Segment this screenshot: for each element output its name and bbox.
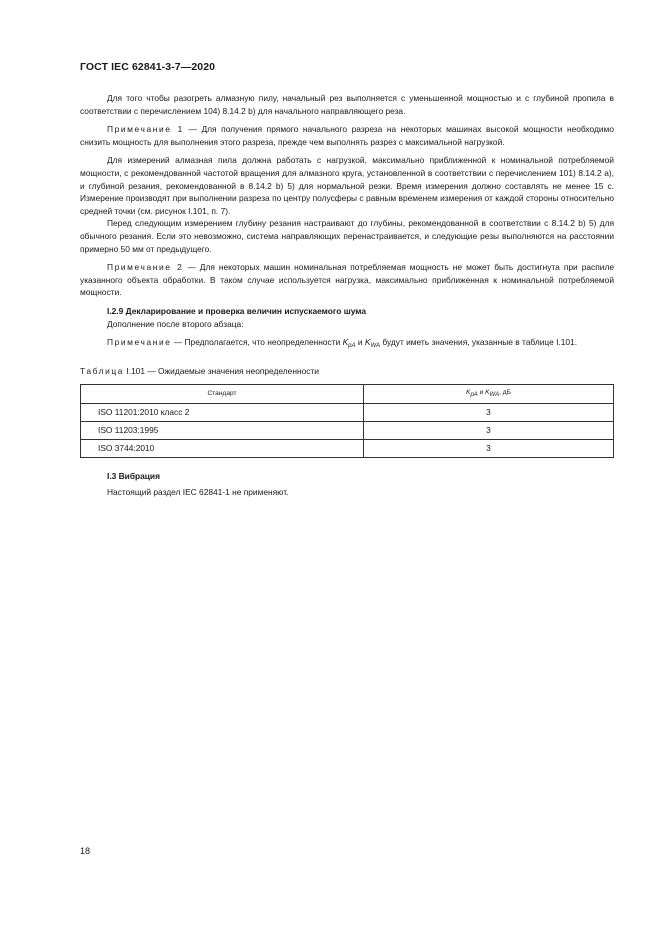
- section-i29-lead: Дополнение после второго абзаца:: [107, 318, 244, 329]
- table-header-uncertainty: [364, 385, 614, 404]
- symbol-k-pa-letter: K: [342, 337, 349, 348]
- symbol-k-wa-letter: K: [364, 337, 371, 348]
- paragraph-warmup: Для того чтобы разогреть алмазную пилу, начальный рез выполняется с уменьшенной мощностью и с глубиной пропила в соответствии с перечислением 104) 8.14.2 b) для начального направляющего реза.: [80, 93, 614, 116]
- paragraph-measurement: Для измерений алмазная пила должна работать с нагрузкой, максимально приближенной к номинальной потребляемой мощности, с рекомендованной частотой вращения для алмазного круга, установленной в соответствии с перечислением 101) 8.14.2 a), и глубиной резания, рекомендованной в 8.14.2 b) 5) для нормальной резки. Время измерения должно составлять не менее 15 с. Измерение производят при выполнении разреза по центру полусферы с равным временем измерения от каждой стороны относительно средней точки (см. рисунок I.101, п. 7).: [80, 155, 614, 216]
- note-1: [80, 123, 614, 148]
- document-body: [80, 92, 614, 504]
- table-cell-value: 3: [364, 404, 614, 422]
- symbol-k-pa-sub: pA: [348, 343, 356, 350]
- note-2-label: Примечание 2: [107, 262, 184, 273]
- table-header-standard: Стандарт: [81, 385, 364, 404]
- note-2: [80, 261, 614, 299]
- note-1-text: — Для получения прямого начального разреза на некоторых машинах высокой мощности необходимо снизить мощность для выполнения этого разреза, прежде чем выполнять разрез с максимальной нагрузкой.: [80, 124, 614, 147]
- note-uncertainty-and: и: [355, 337, 365, 348]
- page-number: 18: [80, 846, 91, 856]
- table-caption-label: Таблица: [80, 365, 125, 376]
- header-k-pa: K: [466, 388, 471, 396]
- table-row: [81, 440, 614, 458]
- table-caption: [80, 365, 614, 378]
- note-uncertainty-text-2: будут иметь значения, указанные в таблице I.101.: [380, 337, 578, 348]
- section-heading-i3: I.3 Вибрация: [107, 471, 160, 482]
- table-row: [81, 404, 614, 422]
- table-cell-standard: ISO 11203:1995: [81, 422, 364, 440]
- table-row: [81, 422, 614, 440]
- table-cell-standard: ISO 11201:2010 класс 2: [81, 404, 364, 422]
- table-header-row: [81, 385, 614, 404]
- table-cell-value: 3: [364, 422, 614, 440]
- header-unit: , дБ: [499, 388, 511, 396]
- note-2-text: — Для некоторых машин номинальная потребляемая мощность не может быть достигнута при распиле указанного объекта обработки. В таком случае используется нагрузка, максимально приближенная к номинальной потребляемой мощности.: [80, 262, 614, 298]
- note-1-label: Примечание 1: [107, 124, 184, 135]
- header-k-pa-sub: pA: [470, 391, 478, 398]
- section-i3-text: Настоящий раздел IEC 62841-1 не применяют.: [107, 486, 289, 497]
- table-cell-value: 3: [364, 440, 614, 458]
- symbol-k-wa: [364, 337, 381, 350]
- header-and: и: [477, 388, 486, 396]
- note-uncertainty-text-1: — Предполагается, что неопределенности: [171, 337, 343, 348]
- section-heading-i29: I.2.9 Декларирование и проверка величин испускаемого шума: [107, 305, 366, 316]
- uncertainty-table: [80, 384, 614, 458]
- note-uncertainty: [80, 336, 614, 353]
- note-uncertainty-label: Примечание: [107, 337, 172, 348]
- document-header: ГОСТ IEC 62841-3-7—2020: [80, 61, 216, 73]
- header-k-wa-sub: WA: [489, 391, 500, 398]
- header-k-wa: K: [485, 388, 490, 396]
- symbol-k-wa-sub: WA: [370, 343, 381, 350]
- paragraph-next-measurement: Перед следующим измерением глубину резания настраивают до глубины, рекомендованной в соответствии с 8.14.2 b) 5) для обычного резания. Если это невозможно, система направляющих перенастраивается, и следующие резы выполняются на расстоянии примерно 50 мм от предыдущего.: [80, 218, 614, 254]
- table-cell-standard: ISO 3744:2010: [81, 440, 364, 458]
- symbol-k-pa: [342, 337, 356, 350]
- table-caption-text: I.101 — Ожидаемые значения неопределенности: [124, 365, 319, 376]
